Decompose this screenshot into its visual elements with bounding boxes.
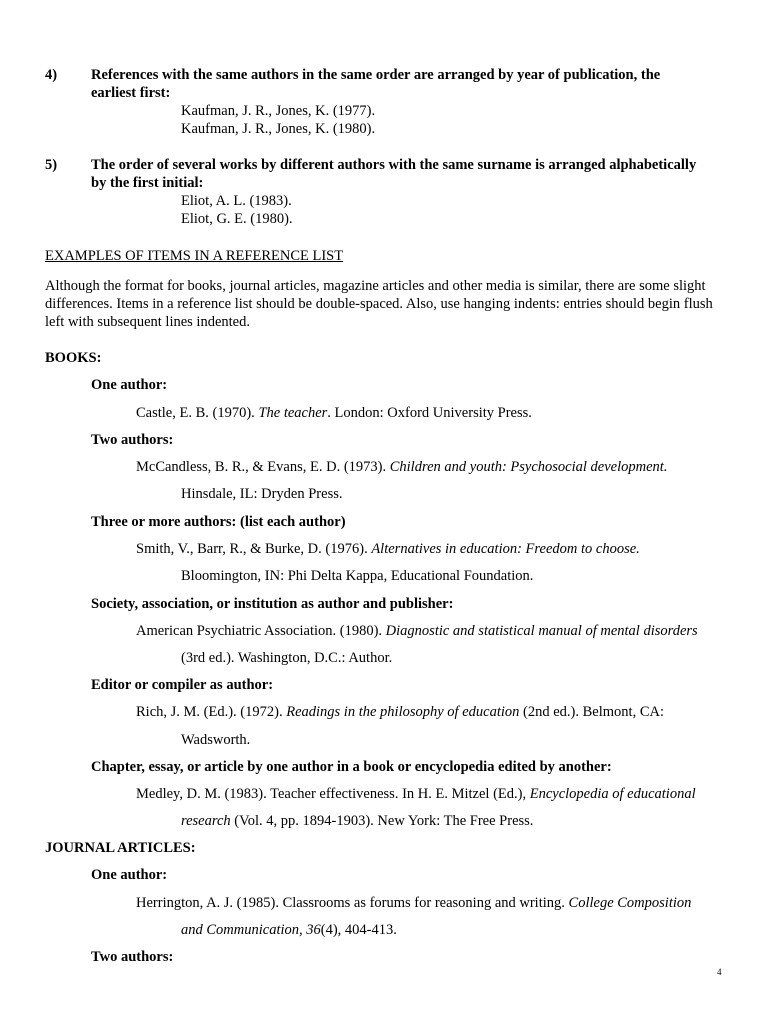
books-two-authors-label: Two authors: — [91, 432, 174, 448]
entry-text: McCandless, B. R., & Evans, E. D. (1973). — [136, 459, 390, 475]
entry-title: College Composition — [568, 895, 692, 911]
rule-4-heading-line2: earliest first: — [91, 85, 171, 101]
rule-5-example-2: Eliot, G. E. (1980). — [181, 211, 293, 227]
entry-title: Alternatives in education: Freedom to choose. — [371, 541, 640, 557]
books-editor-entry-line2: Wadsworth. — [181, 732, 251, 748]
entry-text: (Vol. 4, pp. 1894-1903). New York: The Free Press. — [230, 813, 534, 829]
entry-text: Herrington, A. J. (1985). Classrooms as forums for reasoning and writing. — [136, 895, 569, 911]
entry-text: Medley, D. M. (1983). Teacher effectiveness. In H. E. Mitzel (Ed.), — [136, 786, 530, 802]
entry-text: Rich, J. M. (Ed.). (1972). — [136, 704, 287, 720]
rule-5-number: 5) — [45, 157, 58, 173]
page-number: 4 — [717, 967, 722, 977]
books-three-authors-label: Three or more authors: (list each author) — [91, 514, 346, 530]
journals-two-authors-label: Two authors: — [91, 949, 174, 965]
books-two-authors-entry-line1 — [136, 459, 667, 476]
entry-title: Readings in the philosophy of education — [286, 704, 520, 720]
intro-paragraph: Although the format for books, journal articles, magazine articles and other media is similar, there are some slight differences. Items in a reference list should be double-spaced. Also, use hanging indents: entries should begin flush left with subsequent lines indented. — [45, 278, 713, 330]
entry-text: (4), 404-413. — [320, 922, 397, 938]
books-editor-entry-line1 — [136, 704, 664, 721]
rule-4-number: 4) — [45, 67, 58, 83]
books-chapter-entry-line1 — [136, 786, 696, 803]
entry-title: The teacher — [258, 405, 328, 421]
journals-one-author-entry-line1 — [136, 895, 691, 912]
entry-title: Children and youth: Psychosocial development. — [389, 459, 668, 475]
books-chapter-entry-line2 — [181, 813, 533, 830]
journals-one-author-entry-line2 — [181, 922, 397, 939]
entry-text: Smith, V., Barr, R., & Burke, D. (1976). — [136, 541, 372, 557]
books-three-authors-entry-line2: Bloomington, IN: Phi Delta Kappa, Educational Foundation. — [181, 568, 534, 584]
entry-text: . London: Oxford University Press. — [327, 405, 532, 421]
books-heading: BOOKS: — [45, 350, 102, 366]
section-title: EXAMPLES OF ITEMS IN A REFERENCE LIST — [45, 248, 344, 264]
rule-5-heading-line2: by the first initial: — [91, 175, 204, 191]
rule-5-example-1: Eliot, A. L. (1983). — [181, 193, 292, 209]
rule-4-example-1: Kaufman, J. R., Jones, K. (1977). — [181, 103, 376, 119]
journals-heading: JOURNAL ARTICLES: — [45, 840, 196, 856]
books-society-entry-line1 — [136, 623, 698, 640]
entry-title: and Communication, 36 — [181, 922, 321, 938]
journals-one-author-label: One author: — [91, 867, 168, 883]
entry-text: American Psychiatric Association. (1980). — [136, 623, 386, 639]
books-one-author-entry — [136, 405, 532, 422]
books-chapter-label: Chapter, essay, or article by one author in a book or encyclopedia edited by another: — [91, 759, 612, 775]
books-editor-label: Editor or compiler as author: — [91, 677, 274, 693]
entry-title: research — [181, 813, 231, 829]
rule-4-example-2: Kaufman, J. R., Jones, K. (1980). — [181, 121, 376, 137]
entry-text: (2nd ed.). Belmont, CA: — [519, 704, 664, 720]
books-society-entry-line2: (3rd ed.). Washington, D.C.: Author. — [181, 650, 393, 666]
rule-5-heading-line1: The order of several works by different authors with the same surname is arranged alphabetically — [91, 157, 697, 173]
books-society-label: Society, association, or institution as author and publisher: — [91, 596, 454, 612]
entry-text: Castle, E. B. (1970). — [136, 405, 259, 421]
books-one-author-label: One author: — [91, 377, 168, 393]
entry-title: Diagnostic and statistical manual of mental disorders — [385, 623, 698, 639]
books-three-authors-entry-line1 — [136, 541, 640, 558]
entry-title: Encyclopedia of educational — [529, 786, 696, 802]
books-two-authors-entry-line2: Hinsdale, IL: Dryden Press. — [181, 486, 343, 502]
rule-4-heading-line1: References with the same authors in the same order are arranged by year of publication, the — [91, 67, 661, 83]
